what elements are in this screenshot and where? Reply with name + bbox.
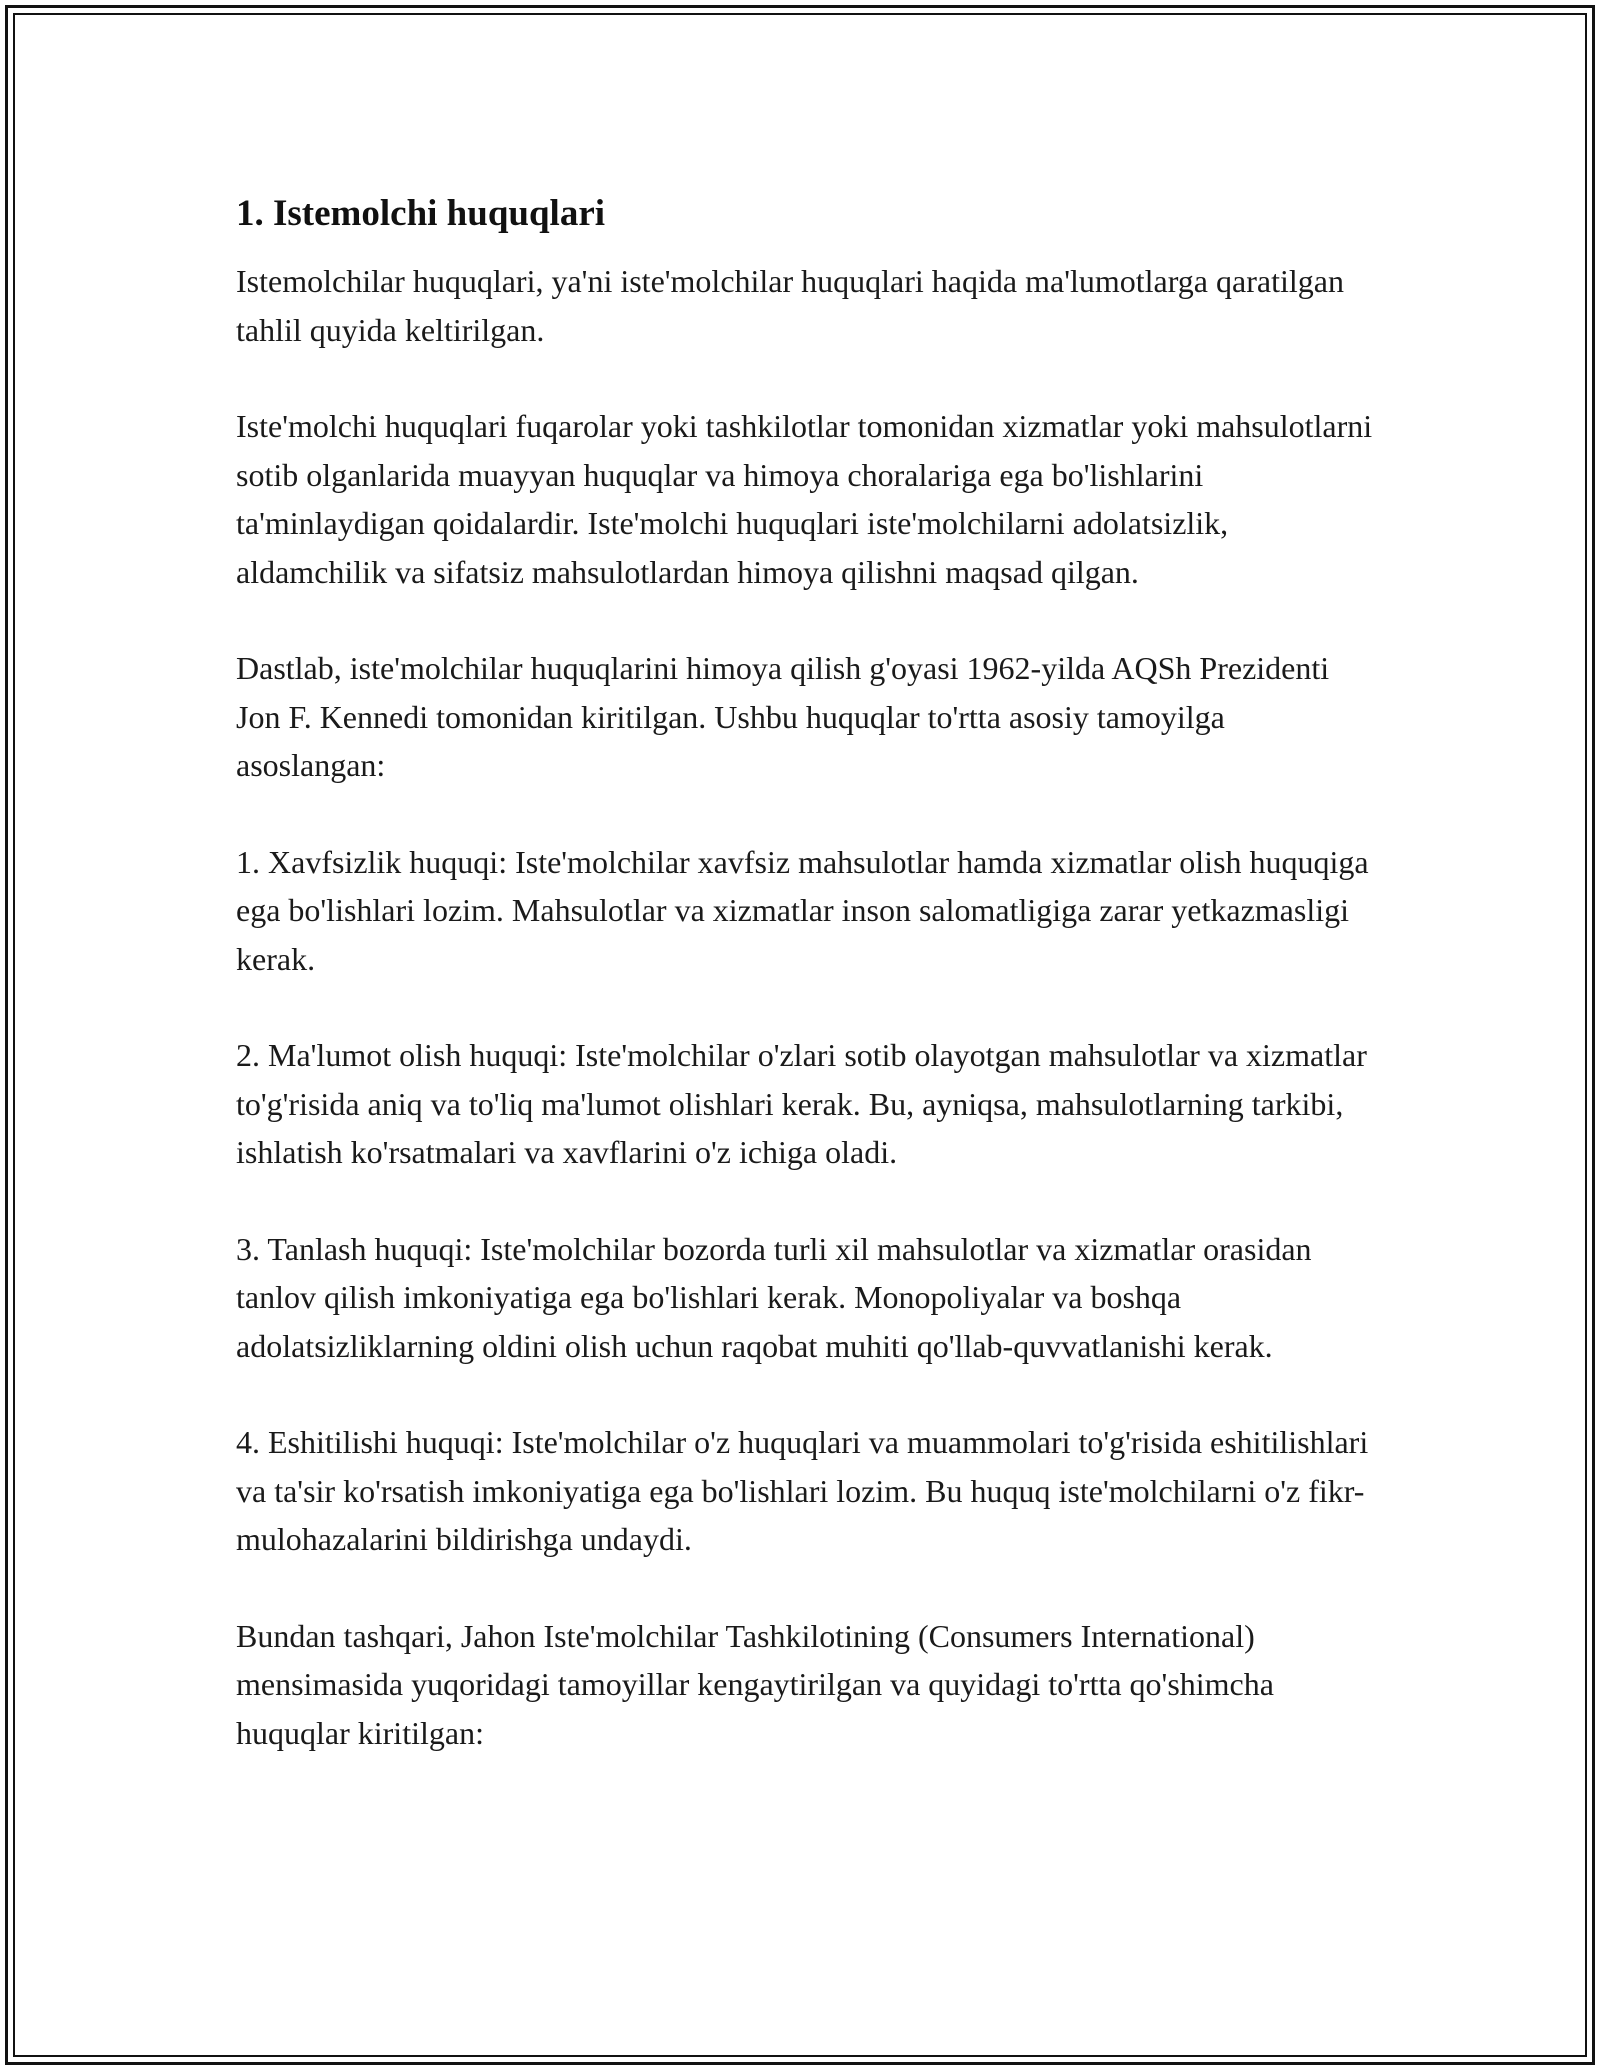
paragraph-right-choice: 3. Tanlash huquqi: Iste'molchilar bozorda turli xil mahsulotlar va xizmatlar orasidan tanlov qilish imkoniyatiga ega bo'lishlari kerak. Monopoliyalar va boshqa adolatsizliklarning oldini olish uchun raqobat muhiti qo'llab-quvvatlanishi kerak. (236, 1230, 1312, 1364)
paragraph-consumers-international: Bundan tashqari, Jahon Iste'molchilar Tashkilotining (Consumers International) mensimasida yuqoridagi tamoyillar kengaytirilgan va quyidagi to'rtta qo'shimcha huquqlar kiritilgan: (236, 1617, 1274, 1751)
paragraph-definition: Iste'molchi huquqlari fuqarolar yoki tashkilotlar tomonidan xizmatlar yoki mahsulotlarni sotib olganlarida muayyan huquqlar va himoya choralariga ega bo'lishlarini ta'minlaydigan qoidalardir. Iste'molchi huquqlari iste'molchilarni adolatsizlik, aldamchilik va sifatsiz mahsulotlardan himoya qilishni maqsad qilgan. (236, 408, 1373, 590)
paragraph-right-information: 2. Ma'lumot olish huquqi: Iste'molchilar o'zlari sotib olayotgan mahsulotlar va xizmatlar to'g'risida aniq va to'liq ma'lumot olishlari kerak. Bu, ayniqsa, mahsulotlarning tarkibi, ishlatish ko'rsatmalari va xavflarini o'z ichiga oladi. (236, 1037, 1367, 1170)
document-body (236, 180, 1376, 1805)
paragraph-right-safety: 1. Xavfsizlik huquqi: Iste'molchilar xavfsiz mahsulotlar hamda xizmatlar olish huquqiga ega bo'lishlari lozim. Mahsulotlar va xizmatlar inson salomatligiga zarar yetkazmasligi kerak. (236, 843, 1369, 977)
section-heading: 1. Istemolchi huquqlari (236, 193, 606, 234)
paragraph-intro: Istemolchilar huquqlari, ya'ni iste'molchilar huquqlari haqida ma'lumotlarga qaratilgan tahlil quyida keltirilgan. (236, 263, 1344, 348)
paragraph-history: Dastlab, iste'molchilar huquqlarini himoya qilish g'oyasi 1962-yilda AQSh Prezidenti Jon F. Kennedi tomonidan kiritilgan. Ushbu huquqlar to'rtta asosiy tamoyilga asoslangan: (236, 650, 1330, 783)
paragraph-right-heard: 4. Eshitilishi huquqi: Iste'molchilar o'z huquqlari va muammolari to'g'risida eshitilishlari va ta'sir ko'rsatish imkoniyatiga ega bo'lishlari lozim. Bu huquq iste'molchilarni o'z fikr-mulohazalarini bildirishga undaydi. (236, 1424, 1369, 1557)
